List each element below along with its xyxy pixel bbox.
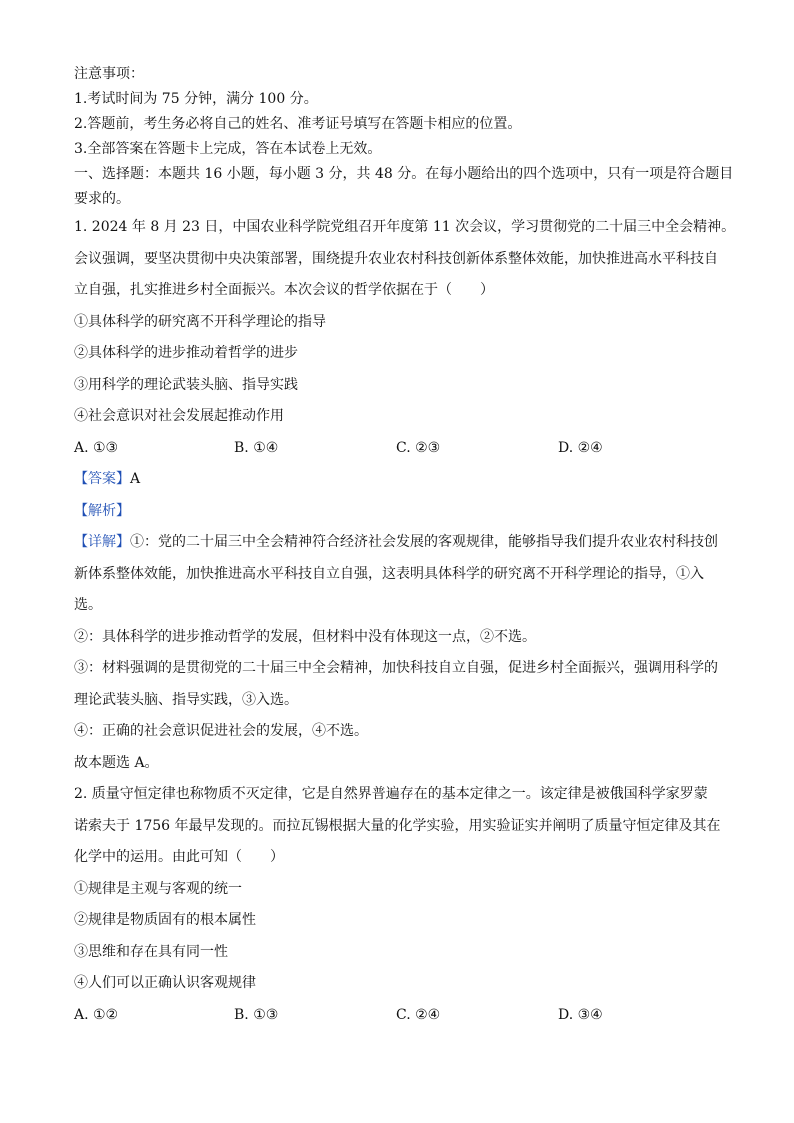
q2-stem-line: 诺索夫于 1756 年最早发现的。而拉瓦锡根据大量的化学实验，用实验证实并阐明了质量守恒定律及其在 [74,817,721,834]
q2-option-a[interactable]: A. ①② [74,1006,119,1023]
section-heading-line-1: 一、选择题：本题共 16 小题，每小题 3 分，共 48 分。在每小题给出的四个选项中，只有一项是符合题目 [74,166,734,182]
detail-tag: 【详解】 [74,534,130,550]
q2-option-b[interactable]: B. ①③ [234,1006,279,1023]
q1-option-d[interactable]: D. ②④ [558,439,603,456]
q2-option-d[interactable]: D. ③④ [558,1006,603,1023]
q1-answer [74,464,724,496]
q1-option-a[interactable]: A. ①③ [74,439,119,456]
q1-option-c[interactable]: C. ②③ [396,439,441,456]
q1-explanation-line: 新体系整体效能，加快推进高水平科技自立自强，这表明具体科学的研究离不开科学理论的指导，①入 [74,565,704,582]
q1-stem-line: 立自强，扎实推进乡村全面振兴。本次会议的哲学依据在于（ ） [74,282,494,298]
q1-options [74,433,724,465]
q1-statement: ③用科学的理论武装头脑、指导实践 [74,376,298,393]
q1-statement: ④社会意识对社会发展起推动作用 [74,408,284,424]
section-heading-line-2: 要求的。 [74,191,130,207]
analysis-tag: 【解析】 [74,502,130,519]
q1-explanation-line: 理论武装头脑、指导实践，③入选。 [74,691,298,708]
q2-options [74,1000,724,1032]
q1-explanation-line: ④：正确的社会意识促进社会的发展，④不选。 [74,723,368,739]
q1-explanation-line [74,527,724,559]
answer-value: A [130,471,141,487]
q1-analysis [74,496,724,528]
q2-stem-line: 化学中的运用。由此可知（ ） [74,849,284,865]
page-content [74,62,736,1031]
q2-statement: ③思维和存在具有同一性 [74,943,228,960]
q2-option-c[interactable]: C. ②④ [396,1006,441,1023]
q1-explanation-line: 选。 [74,597,102,613]
q1-stem-line: 1. 2024 年 8 月 23 日，中国农业科学院党组召开年度第 11 次会议，学习贯彻党的二十届三中全会精神。 [74,219,736,235]
answer-tag: 【答案】 [74,471,130,487]
notice-item: 3.全部答案在答题卡上完成，答在本试卷上无效。 [74,141,382,157]
notice-item: 2.答题前，考生务必将自己的姓名、准考证号填写在答题卡相应的位置。 [74,116,522,132]
q1-explanation-line: 故本题选 A。 [74,754,159,771]
notice-title: 注意事项： [74,66,144,82]
q1-statement: ①具体科学的研究离不开科学理论的指导 [74,313,326,330]
q2-statement: ②规律是物质固有的根本属性 [74,912,256,928]
q2-statement: ④人们可以正确认识客观规律 [74,975,256,991]
q1-statement: ②具体科学的进步推动着哲学的进步 [74,345,298,361]
q1-stem-line: 会议强调，要坚决贯彻中央决策部署，围绕提升农业农村科技创新体系整体效能，加快推进高水平科技自 [74,250,718,267]
notice-item: 1.考试时间为 75 分钟，满分 100 分。 [74,91,318,107]
q2-stem-line: 2. 质量守恒定律也称物质不灭定律，它是自然界普遍存在的基本定律之一。该定律是被俄国科学家罗蒙 [74,786,708,802]
explanation-text: ①：党的二十届三中全会精神符合经济社会发展的客观规律，能够指导我们提升农业农村科技创 [130,534,718,550]
q2-statement: ①规律是主观与客观的统一 [74,880,242,897]
q1-explanation-line: ③：材料强调的是贯彻党的二十届三中全会精神，加快科技自立自强，促进乡村全面振兴，强调用科学的 [74,660,718,676]
q1-explanation-line: ②：具体科学的进步推动哲学的发展，但材料中没有体现这一点，②不选。 [74,628,536,645]
q1-option-b[interactable]: B. ①④ [234,439,279,456]
